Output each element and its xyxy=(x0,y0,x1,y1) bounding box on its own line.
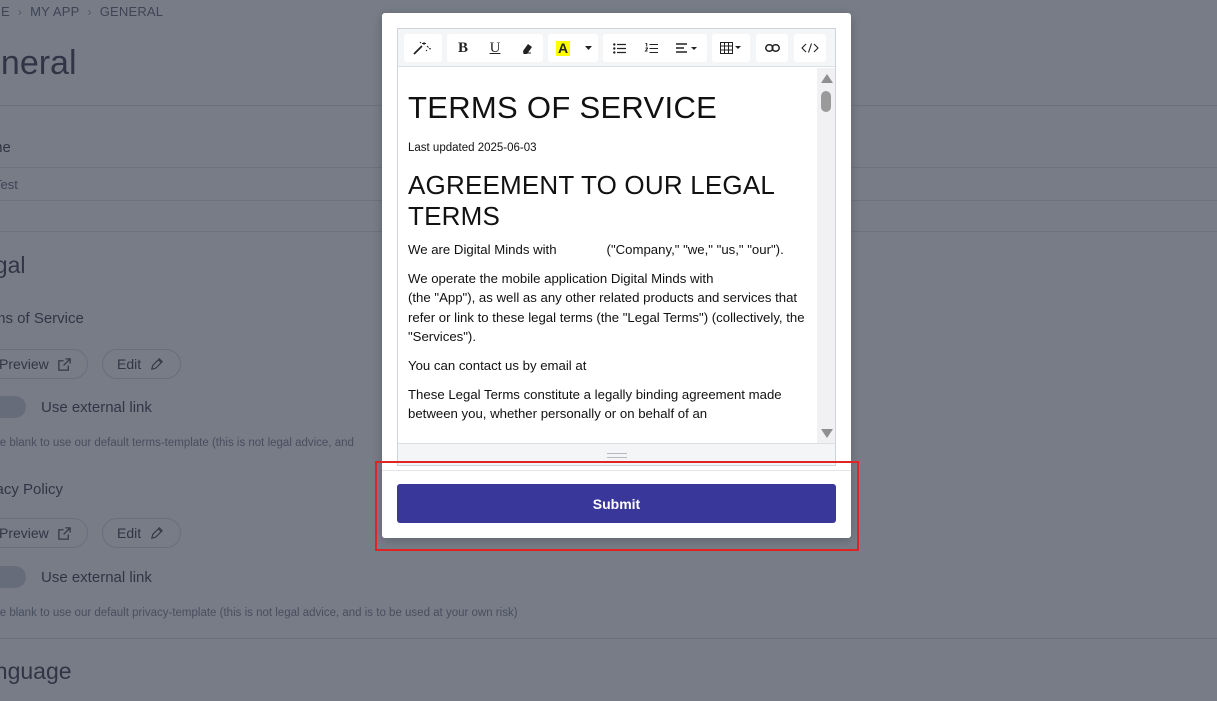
toolbar-group-font xyxy=(447,34,543,62)
editor-content[interactable] xyxy=(398,68,817,444)
bold-icon[interactable]: B xyxy=(457,39,468,56)
paragraph-text: We operate the mobile application Digital Minds with xyxy=(408,270,714,286)
scroll-down-icon[interactable] xyxy=(821,429,833,438)
text-color-icon[interactable]: A xyxy=(557,39,569,56)
toolbar-group-link xyxy=(756,34,788,62)
toolbar-group-view xyxy=(794,34,826,62)
paragraph: These Legal Terms constitute a legally binding agreement made between you, whether personally or on behalf of an xyxy=(408,386,782,422)
paragraph xyxy=(408,269,807,347)
editor-toolbar xyxy=(398,29,835,67)
toolbar-group-insert xyxy=(712,34,750,62)
code-view-icon[interactable] xyxy=(794,34,826,62)
paragraph-text: (the "App"), as well as any other related products and services that refer or link to these legal terms (the "Legal Terms") (collectively, the "Services"). xyxy=(408,290,805,345)
editor-resize-handle[interactable] xyxy=(398,443,835,465)
modal-divider xyxy=(382,470,851,471)
grip-icon xyxy=(607,453,627,458)
scrollbar-thumb[interactable] xyxy=(821,91,831,112)
toolbar-group-paragraph xyxy=(603,34,707,62)
paragraph-text: ("Company," "we," "us," "our"). xyxy=(606,242,784,257)
rich-text-editor xyxy=(397,28,836,466)
eraser-icon[interactable] xyxy=(511,34,543,62)
toolbar-group-color xyxy=(548,34,598,62)
align-icon[interactable] xyxy=(667,34,707,62)
paragraph-text: We are Digital Minds with xyxy=(408,242,557,257)
table-icon[interactable] xyxy=(712,34,750,62)
chevron-down-icon[interactable] xyxy=(578,34,598,62)
terms-editor-modal xyxy=(382,13,851,538)
document-title: TERMS OF SERVICE xyxy=(408,90,718,125)
section-heading: AGREEMENT TO OUR LEGAL TERMS xyxy=(408,170,775,231)
link-icon[interactable] xyxy=(756,34,788,62)
paragraph xyxy=(408,240,807,260)
paragraph: You can contact us by email at xyxy=(408,357,587,373)
bullet-list-icon[interactable] xyxy=(603,34,635,62)
magic-icon[interactable] xyxy=(404,34,442,62)
editor-scrollbar[interactable] xyxy=(817,68,835,444)
underline-icon[interactable]: U xyxy=(489,39,501,56)
toolbar-group-style xyxy=(404,34,442,62)
submit-button[interactable]: Submit xyxy=(397,484,836,523)
numbered-list-icon[interactable] xyxy=(635,34,667,62)
last-updated: Last updated 2025-06-03 xyxy=(408,142,537,154)
scroll-up-icon[interactable] xyxy=(821,74,833,83)
